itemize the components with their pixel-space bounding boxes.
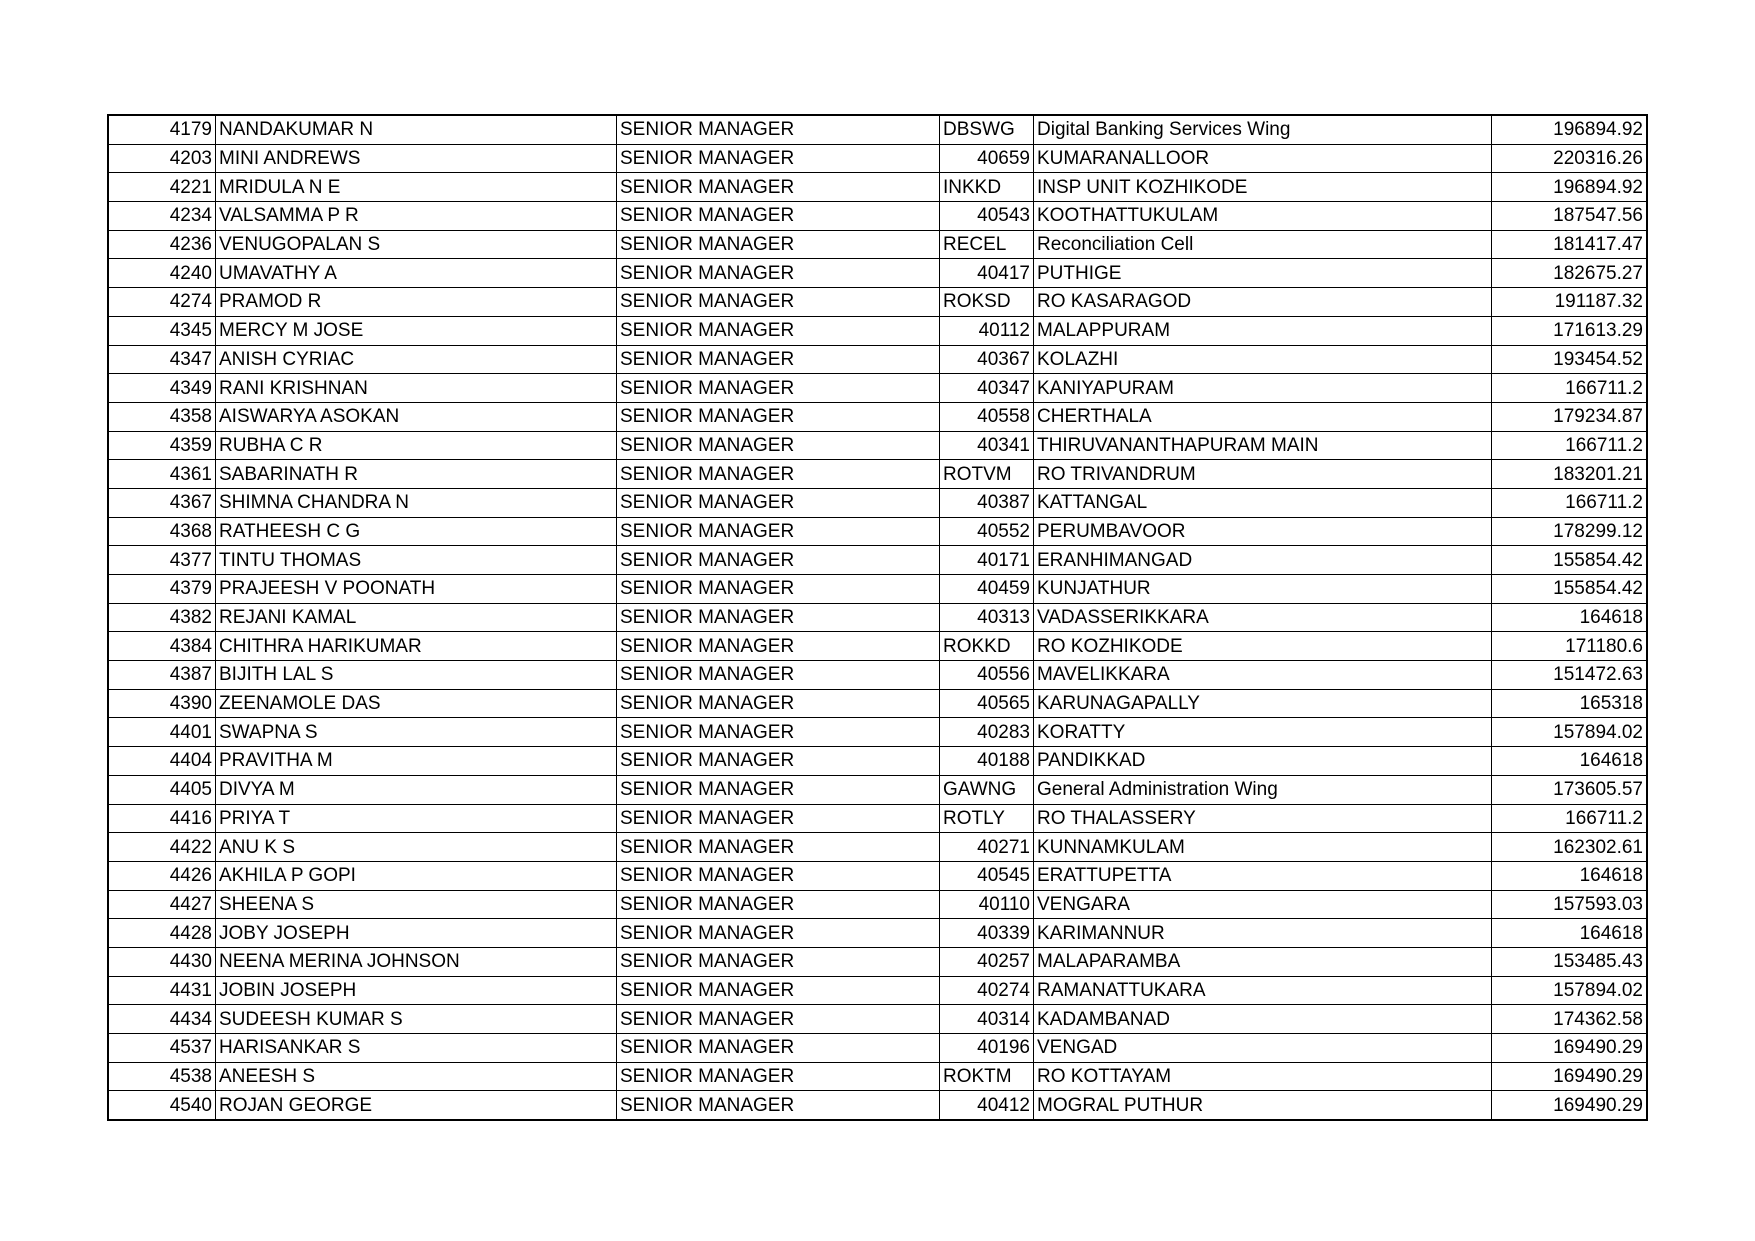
table-row	[108, 431, 1647, 460]
designation-cell: SENIOR MANAGER	[617, 546, 940, 575]
branch-name-cell: KOOTHATTUKULAM	[1034, 202, 1492, 231]
branch-code-cell: 40459	[940, 575, 1034, 604]
staff-id-cell: 4430	[108, 947, 216, 976]
table-row	[108, 1034, 1647, 1063]
designation-cell: SENIOR MANAGER	[617, 861, 940, 890]
staff-name-cell: SHEENA S	[216, 890, 617, 919]
branch-name-cell: RO THALASSERY	[1034, 804, 1492, 833]
staff-name-cell: PRAVITHA M	[216, 747, 617, 776]
branch-name-cell: PANDIKKAD	[1034, 747, 1492, 776]
branch-code-cell: ROKKD	[940, 632, 1034, 661]
staff-name-cell: NANDAKUMAR N	[216, 115, 617, 144]
table-row	[108, 861, 1647, 890]
staff-id-cell: 4404	[108, 747, 216, 776]
designation-cell: SENIOR MANAGER	[617, 488, 940, 517]
staff-id-cell: 4434	[108, 1005, 216, 1034]
branch-code-cell: 40543	[940, 202, 1034, 231]
amount-cell: 151472.63	[1492, 661, 1648, 690]
table-row	[108, 402, 1647, 431]
amount-cell: 166711.2	[1492, 374, 1648, 403]
amount-cell: 183201.21	[1492, 460, 1648, 489]
branch-code-cell: RECEL	[940, 230, 1034, 259]
designation-cell: SENIOR MANAGER	[617, 144, 940, 173]
designation-cell: SENIOR MANAGER	[617, 345, 940, 374]
amount-cell: 196894.92	[1492, 115, 1648, 144]
staff-name-cell: RUBHA C R	[216, 431, 617, 460]
amount-cell: 169490.29	[1492, 1034, 1648, 1063]
branch-code-cell: 40112	[940, 316, 1034, 345]
branch-name-cell: KOLAZHI	[1034, 345, 1492, 374]
branch-name-cell: Digital Banking Services Wing	[1034, 115, 1492, 144]
staff-name-cell: PRIYA T	[216, 804, 617, 833]
designation-cell: SENIOR MANAGER	[617, 1091, 940, 1120]
amount-cell: 169490.29	[1492, 1091, 1648, 1120]
table-row	[108, 575, 1647, 604]
amount-cell: 166711.2	[1492, 804, 1648, 833]
staff-id-cell: 4427	[108, 890, 216, 919]
amount-cell: 169490.29	[1492, 1062, 1648, 1091]
branch-code-cell: 40188	[940, 747, 1034, 776]
amount-cell: 155854.42	[1492, 546, 1648, 575]
designation-cell: SENIOR MANAGER	[617, 890, 940, 919]
amount-cell: 174362.58	[1492, 1005, 1648, 1034]
branch-code-cell: 40417	[940, 259, 1034, 288]
table-row	[108, 833, 1647, 862]
amount-cell: 157894.02	[1492, 718, 1648, 747]
staff-id-cell: 4416	[108, 804, 216, 833]
staff-id-cell: 4540	[108, 1091, 216, 1120]
staff-id-cell: 4384	[108, 632, 216, 661]
staff-id-cell: 4361	[108, 460, 216, 489]
staff-name-cell: AKHILA P GOPI	[216, 861, 617, 890]
designation-cell: SENIOR MANAGER	[617, 1005, 940, 1034]
branch-name-cell: VENGAD	[1034, 1034, 1492, 1063]
amount-cell: 162302.61	[1492, 833, 1648, 862]
staff-name-cell: MINI ANDREWS	[216, 144, 617, 173]
table-row	[108, 460, 1647, 489]
designation-cell: SENIOR MANAGER	[617, 431, 940, 460]
staff-name-cell: SUDEESH KUMAR S	[216, 1005, 617, 1034]
staff-name-cell: HARISANKAR S	[216, 1034, 617, 1063]
staff-name-cell: MERCY M JOSE	[216, 316, 617, 345]
staff-name-cell: ANU K S	[216, 833, 617, 862]
designation-cell: SENIOR MANAGER	[617, 603, 940, 632]
staff-name-cell: ZEENAMOLE DAS	[216, 689, 617, 718]
staff-id-cell: 4537	[108, 1034, 216, 1063]
branch-code-cell: 40545	[940, 861, 1034, 890]
staff-id-cell: 4345	[108, 316, 216, 345]
designation-cell: SENIOR MANAGER	[617, 288, 940, 317]
table-row	[108, 173, 1647, 202]
branch-code-cell: 40196	[940, 1034, 1034, 1063]
amount-cell: 164618	[1492, 747, 1648, 776]
branch-code-cell: 40274	[940, 976, 1034, 1005]
staff-table-body	[108, 115, 1647, 1120]
staff-name-cell: NEENA MERINA JOHNSON	[216, 947, 617, 976]
staff-id-cell: 4426	[108, 861, 216, 890]
amount-cell: 196894.92	[1492, 173, 1648, 202]
staff-name-cell: AISWARYA ASOKAN	[216, 402, 617, 431]
branch-name-cell: MALAPPURAM	[1034, 316, 1492, 345]
table-row	[108, 1091, 1647, 1120]
table-row	[108, 1005, 1647, 1034]
amount-cell: 182675.27	[1492, 259, 1648, 288]
staff-id-cell: 4428	[108, 919, 216, 948]
staff-name-cell: TINTU THOMAS	[216, 546, 617, 575]
table-row	[108, 517, 1647, 546]
branch-name-cell: ERATTUPETTA	[1034, 861, 1492, 890]
table-row	[108, 603, 1647, 632]
staff-name-cell: RANI KRISHNAN	[216, 374, 617, 403]
branch-name-cell: THIRUVANANTHAPURAM MAIN	[1034, 431, 1492, 460]
amount-cell: 164618	[1492, 603, 1648, 632]
staff-id-cell: 4347	[108, 345, 216, 374]
staff-name-cell: CHITHRA HARIKUMAR	[216, 632, 617, 661]
staff-name-cell: SWAPNA S	[216, 718, 617, 747]
staff-name-cell: VALSAMMA P R	[216, 202, 617, 231]
branch-name-cell: KORATTY	[1034, 718, 1492, 747]
designation-cell: SENIOR MANAGER	[617, 833, 940, 862]
table-row	[108, 288, 1647, 317]
designation-cell: SENIOR MANAGER	[617, 460, 940, 489]
branch-name-cell: MOGRAL PUTHUR	[1034, 1091, 1492, 1120]
table-row	[108, 546, 1647, 575]
table-row	[108, 775, 1647, 804]
branch-name-cell: KATTANGAL	[1034, 488, 1492, 517]
branch-name-cell: RO TRIVANDRUM	[1034, 460, 1492, 489]
designation-cell: SENIOR MANAGER	[617, 632, 940, 661]
amount-cell: 178299.12	[1492, 517, 1648, 546]
designation-cell: SENIOR MANAGER	[617, 947, 940, 976]
staff-name-cell: VENUGOPALAN S	[216, 230, 617, 259]
table-row	[108, 316, 1647, 345]
branch-code-cell: ROKTM	[940, 1062, 1034, 1091]
amount-cell: 187547.56	[1492, 202, 1648, 231]
branch-name-cell: INSP UNIT KOZHIKODE	[1034, 173, 1492, 202]
table-row	[108, 890, 1647, 919]
staff-id-cell: 4401	[108, 718, 216, 747]
branch-code-cell: DBSWG	[940, 115, 1034, 144]
amount-cell: 153485.43	[1492, 947, 1648, 976]
designation-cell: SENIOR MANAGER	[617, 517, 940, 546]
table-row	[108, 947, 1647, 976]
amount-cell: 173605.57	[1492, 775, 1648, 804]
staff-id-cell: 4379	[108, 575, 216, 604]
staff-name-cell: DIVYA M	[216, 775, 617, 804]
branch-code-cell: 40347	[940, 374, 1034, 403]
amount-cell: 155854.42	[1492, 575, 1648, 604]
staff-name-cell: JOBIN JOSEPH	[216, 976, 617, 1005]
staff-id-cell: 4538	[108, 1062, 216, 1091]
table-row	[108, 144, 1647, 173]
staff-name-cell: ANEESH S	[216, 1062, 617, 1091]
branch-name-cell: RO KOTTAYAM	[1034, 1062, 1492, 1091]
table-row	[108, 689, 1647, 718]
staff-id-cell: 4422	[108, 833, 216, 862]
designation-cell: SENIOR MANAGER	[617, 1062, 940, 1091]
amount-cell: 191187.32	[1492, 288, 1648, 317]
staff-name-cell: PRAMOD R	[216, 288, 617, 317]
branch-code-cell: ROTVM	[940, 460, 1034, 489]
branch-code-cell: 40558	[940, 402, 1034, 431]
amount-cell: 166711.2	[1492, 488, 1648, 517]
designation-cell: SENIOR MANAGER	[617, 402, 940, 431]
designation-cell: SENIOR MANAGER	[617, 689, 940, 718]
table-row	[108, 919, 1647, 948]
branch-name-cell: ERANHIMANGAD	[1034, 546, 1492, 575]
staff-name-cell: MRIDULA N E	[216, 173, 617, 202]
staff-id-cell: 4203	[108, 144, 216, 173]
designation-cell: SENIOR MANAGER	[617, 661, 940, 690]
staff-id-cell: 4240	[108, 259, 216, 288]
staff-name-cell: SHIMNA CHANDRA N	[216, 488, 617, 517]
branch-name-cell: KADAMBANAD	[1034, 1005, 1492, 1034]
designation-cell: SENIOR MANAGER	[617, 976, 940, 1005]
designation-cell: SENIOR MANAGER	[617, 804, 940, 833]
branch-name-cell: PERUMBAVOOR	[1034, 517, 1492, 546]
table-row	[108, 747, 1647, 776]
designation-cell: SENIOR MANAGER	[617, 775, 940, 804]
branch-name-cell: KARIMANNUR	[1034, 919, 1492, 948]
branch-code-cell: 40412	[940, 1091, 1034, 1120]
table-row	[108, 202, 1647, 231]
amount-cell: 179234.87	[1492, 402, 1648, 431]
designation-cell: SENIOR MANAGER	[617, 718, 940, 747]
staff-id-cell: 4358	[108, 402, 216, 431]
staff-name-cell: ROJAN GEORGE	[216, 1091, 617, 1120]
staff-id-cell: 4382	[108, 603, 216, 632]
table-row	[108, 632, 1647, 661]
designation-cell: SENIOR MANAGER	[617, 919, 940, 948]
branch-name-cell: KUNJATHUR	[1034, 575, 1492, 604]
branch-code-cell: 40556	[940, 661, 1034, 690]
table-row	[108, 488, 1647, 517]
staff-id-cell: 4405	[108, 775, 216, 804]
designation-cell: SENIOR MANAGER	[617, 575, 940, 604]
staff-table	[107, 114, 1648, 1121]
table-row	[108, 115, 1647, 144]
staff-name-cell: REJANI KAMAL	[216, 603, 617, 632]
branch-code-cell: 40565	[940, 689, 1034, 718]
branch-name-cell: KUNNAMKULAM	[1034, 833, 1492, 862]
designation-cell: SENIOR MANAGER	[617, 1034, 940, 1063]
branch-code-cell: 40271	[940, 833, 1034, 862]
amount-cell: 171613.29	[1492, 316, 1648, 345]
amount-cell: 157593.03	[1492, 890, 1648, 919]
table-row	[108, 1062, 1647, 1091]
branch-name-cell: KANIYAPURAM	[1034, 374, 1492, 403]
staff-id-cell: 4221	[108, 173, 216, 202]
branch-code-cell: 40257	[940, 947, 1034, 976]
branch-code-cell: ROTLY	[940, 804, 1034, 833]
staff-name-cell: SABARINATH R	[216, 460, 617, 489]
table-row	[108, 718, 1647, 747]
branch-code-cell: 40659	[940, 144, 1034, 173]
table-row	[108, 661, 1647, 690]
branch-name-cell: General Administration Wing	[1034, 775, 1492, 804]
table-row	[108, 259, 1647, 288]
branch-code-cell: 40552	[940, 517, 1034, 546]
staff-name-cell: PRAJEESH V POONATH	[216, 575, 617, 604]
branch-code-cell: INKKD	[940, 173, 1034, 202]
amount-cell: 157894.02	[1492, 976, 1648, 1005]
designation-cell: SENIOR MANAGER	[617, 173, 940, 202]
branch-code-cell: 40367	[940, 345, 1034, 374]
designation-cell: SENIOR MANAGER	[617, 202, 940, 231]
staff-name-cell: BIJITH LAL S	[216, 661, 617, 690]
branch-name-cell: RO KASARAGOD	[1034, 288, 1492, 317]
staff-id-cell: 4274	[108, 288, 216, 317]
amount-cell: 166711.2	[1492, 431, 1648, 460]
designation-cell: SENIOR MANAGER	[617, 115, 940, 144]
branch-code-cell: 40314	[940, 1005, 1034, 1034]
table-row	[108, 345, 1647, 374]
branch-name-cell: Reconciliation Cell	[1034, 230, 1492, 259]
designation-cell: SENIOR MANAGER	[617, 259, 940, 288]
staff-id-cell: 4431	[108, 976, 216, 1005]
branch-name-cell: VENGARA	[1034, 890, 1492, 919]
designation-cell: SENIOR MANAGER	[617, 374, 940, 403]
staff-id-cell: 4236	[108, 230, 216, 259]
branch-code-cell: 40387	[940, 488, 1034, 517]
branch-name-cell: CHERTHALA	[1034, 402, 1492, 431]
amount-cell: 193454.52	[1492, 345, 1648, 374]
designation-cell: SENIOR MANAGER	[617, 747, 940, 776]
staff-id-cell: 4387	[108, 661, 216, 690]
staff-name-cell: RATHEESH C G	[216, 517, 617, 546]
branch-name-cell: RO KOZHIKODE	[1034, 632, 1492, 661]
staff-id-cell: 4359	[108, 431, 216, 460]
table-row	[108, 976, 1647, 1005]
branch-name-cell: KARUNAGAPALLY	[1034, 689, 1492, 718]
amount-cell: 220316.26	[1492, 144, 1648, 173]
branch-name-cell: KUMARANALLOOR	[1034, 144, 1492, 173]
branch-name-cell: PUTHIGE	[1034, 259, 1492, 288]
branch-name-cell: MAVELIKKARA	[1034, 661, 1492, 690]
branch-code-cell: ROKSD	[940, 288, 1034, 317]
branch-code-cell: 40339	[940, 919, 1034, 948]
amount-cell: 165318	[1492, 689, 1648, 718]
staff-name-cell: JOBY JOSEPH	[216, 919, 617, 948]
branch-code-cell: 40313	[940, 603, 1034, 632]
branch-name-cell: MALAPARAMBA	[1034, 947, 1492, 976]
staff-id-cell: 4390	[108, 689, 216, 718]
designation-cell: SENIOR MANAGER	[617, 316, 940, 345]
table-row	[108, 374, 1647, 403]
designation-cell: SENIOR MANAGER	[617, 230, 940, 259]
staff-id-cell: 4367	[108, 488, 216, 517]
staff-id-cell: 4377	[108, 546, 216, 575]
staff-id-cell: 4368	[108, 517, 216, 546]
amount-cell: 171180.6	[1492, 632, 1648, 661]
amount-cell: 181417.47	[1492, 230, 1648, 259]
branch-code-cell: 40171	[940, 546, 1034, 575]
staff-id-cell: 4349	[108, 374, 216, 403]
branch-code-cell: 40341	[940, 431, 1034, 460]
staff-name-cell: ANISH CYRIAC	[216, 345, 617, 374]
branch-code-cell: GAWNG	[940, 775, 1034, 804]
staff-id-cell: 4234	[108, 202, 216, 231]
staff-name-cell: UMAVATHY A	[216, 259, 617, 288]
branch-name-cell: RAMANATTUKARA	[1034, 976, 1492, 1005]
table-row	[108, 804, 1647, 833]
amount-cell: 164618	[1492, 861, 1648, 890]
branch-name-cell: VADASSERIKKARA	[1034, 603, 1492, 632]
amount-cell: 164618	[1492, 919, 1648, 948]
staff-id-cell: 4179	[108, 115, 216, 144]
branch-code-cell: 40110	[940, 890, 1034, 919]
table-row	[108, 230, 1647, 259]
branch-code-cell: 40283	[940, 718, 1034, 747]
